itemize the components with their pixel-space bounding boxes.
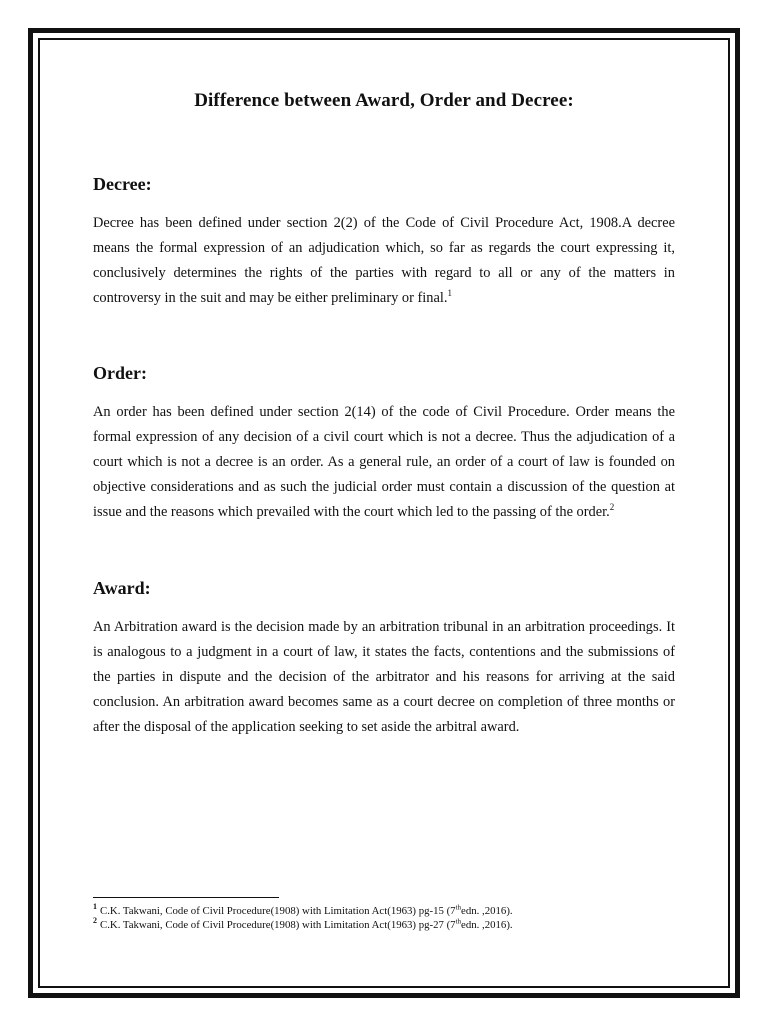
section-paragraph-order xyxy=(93,400,675,525)
footnote-text-end: edn. ,2016). xyxy=(461,919,513,931)
footnote-text: C.K. Takwani, Code of Civil Procedure(1908) with Limitation Act(1963) pg-27 (7 xyxy=(100,919,456,931)
footnote-mark: 1 xyxy=(93,902,97,912)
document-body xyxy=(93,78,675,740)
paragraph-text: Decree has been defined under section 2(2) of the Code of Civil Procedure Act, 1908.A decree means the formal expression of an adjudication which, so far as regards the court expressing it, conclusively determines the rights of the parties with regard to all or any of the matters in controversy in the suit and may be either preliminary or final. xyxy=(93,215,675,306)
document-title: Difference between Award, Order and Decree: xyxy=(194,90,574,111)
section-heading-award: Award: xyxy=(93,578,151,598)
footnote-1 xyxy=(93,904,675,918)
footnote-text-end: edn. ,2016). xyxy=(461,905,513,917)
footnotes xyxy=(93,897,675,932)
section-paragraph-award xyxy=(93,615,675,740)
footnote-reference[interactable]: 1 xyxy=(447,288,452,299)
section-paragraph-decree xyxy=(93,211,675,311)
section-heading-decree: Decree: xyxy=(93,174,152,194)
footnote-superscript: th xyxy=(455,903,462,912)
paragraph-text: An order has been defined under section 2(14) of the code of Civil Procedure. Order means the formal expression of any decision of a civil court which is not a decree. Thus the adjudication of a court which is not a decree is an order. As a general rule, an order of a court of law is founded on objective considerations and as such the judicial order must contain a discussion of the question at issue and the reasons which prevailed with the court which led to the passing of the order. xyxy=(93,404,675,520)
section-heading-order: Order: xyxy=(93,363,147,383)
footnote-text: C.K. Takwani, Code of Civil Procedure(1908) with Limitation Act(1963) pg-15 (7 xyxy=(100,905,456,917)
footnote-2 xyxy=(93,918,675,932)
footnote-mark: 2 xyxy=(93,916,97,926)
footnote-reference[interactable]: 2 xyxy=(609,502,615,513)
footnote-separator xyxy=(93,897,279,898)
footnote-superscript: th xyxy=(455,917,462,926)
paragraph-text: An Arbitration award is the decision made by an arbitration tribunal in an arbitration proceedings. It is analogous to a judgment in a court of law, it states the facts, contentions and the submissions of the parties in dispute and the decision of the arbitrator and his reasons for arriving at the said conclusion. An arbitration award becomes same as a court decree on completion of three months or after the disposal of the application seeking to set aside the arbitral award. xyxy=(93,619,675,735)
